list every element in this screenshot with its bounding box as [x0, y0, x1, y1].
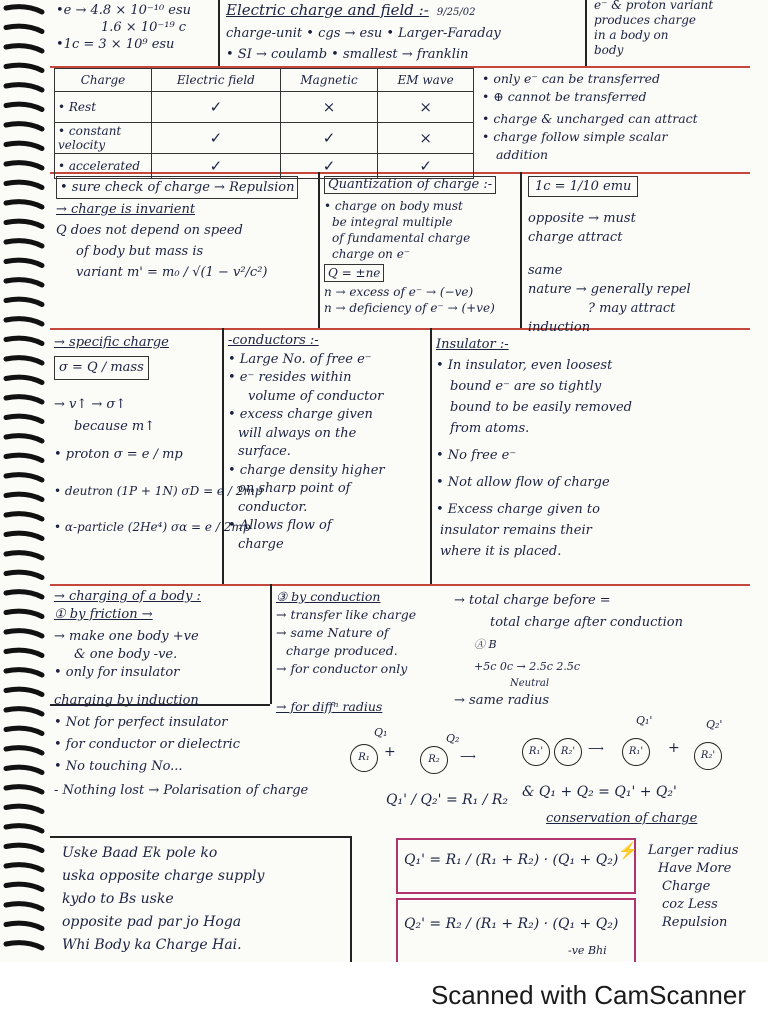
charge-sum: & Q₁ + Q₂ = Q₁' + Q₂'	[522, 784, 677, 800]
spiral-binding	[0, 0, 46, 962]
note-line: • Excess charge given to	[436, 502, 600, 517]
note-line: - Nothing lost → Polarisation of charge	[54, 783, 309, 798]
note-line: nature → generally repel	[528, 282, 691, 297]
insulator-heading: Insulator :-	[436, 337, 509, 352]
binding-ring	[6, 65, 42, 70]
note-line: from atoms.	[450, 421, 530, 436]
note-line: bound e⁻ are so tightly	[450, 379, 602, 394]
label-r2-after: R₂'	[560, 746, 576, 757]
charge-variant-note	[594, 0, 713, 58]
binding-ring	[6, 221, 42, 226]
note-line: volume of conductor	[248, 388, 384, 404]
induction-explanation	[62, 842, 264, 957]
conductor-notes	[228, 332, 385, 554]
note-line: charge produced.	[286, 643, 398, 658]
electron-charge-values	[56, 2, 191, 53]
note-line: opposite → must	[528, 211, 636, 226]
note-line: • In insulator, even loosest	[436, 358, 613, 373]
alpha-formula: • α-particle (2He⁴) σα = e / 2mp	[54, 520, 251, 534]
table-row	[55, 92, 474, 123]
note-line: coz Less	[662, 897, 718, 912]
check-mark: ✓	[152, 92, 281, 123]
binding-ring	[6, 728, 42, 733]
check-mark: ✓	[152, 123, 281, 154]
binding-ring	[6, 826, 42, 831]
binding-ring	[6, 884, 42, 889]
check-mark: ✓	[280, 154, 377, 179]
table-row	[55, 154, 474, 179]
label-r2-final: R₂'	[700, 750, 716, 761]
sphere-r2-after	[554, 738, 582, 766]
binding-ring	[6, 670, 42, 675]
binding-ring	[6, 572, 42, 577]
insulator-notes	[436, 334, 632, 562]
binding-ring	[6, 904, 42, 909]
sphere-r2	[420, 746, 448, 774]
relativistic-mass: variant m' = m₀ / √(1 − v²/c²)	[76, 265, 268, 280]
deutron-formula: • deutron (1P + 1N) σD = e / 2mp	[54, 484, 263, 498]
note-line: • Not for perfect insulator	[54, 715, 228, 730]
vline-sec2-1	[318, 172, 320, 328]
check-mark: ✓	[280, 123, 377, 154]
sphere-r1-after	[522, 738, 550, 766]
binding-ring	[6, 104, 42, 109]
binding-ring	[6, 943, 42, 948]
binding-ring	[6, 260, 42, 265]
conductor-heading: -conductors :-	[228, 333, 319, 348]
binding-ring	[6, 358, 42, 363]
radius-diagram	[350, 714, 750, 834]
label-r1-final: R₁'	[628, 746, 644, 757]
binding-ring	[6, 397, 42, 402]
note-line: opposite pad par jo Hoga	[62, 914, 242, 930]
sphere-r1	[350, 744, 378, 772]
quantization-notes	[324, 176, 496, 316]
vline-sec2-2	[520, 172, 522, 328]
note-line: & one body -ve.	[74, 647, 178, 662]
plus-sign: +	[668, 740, 680, 756]
label-r2: R₂	[428, 754, 440, 765]
note-line: • Large No. of free e⁻	[228, 351, 372, 367]
binding-ring	[6, 787, 42, 792]
sphere-labels: Ⓐ B	[474, 638, 497, 651]
binding-ring	[6, 592, 42, 597]
vline-top-2	[585, 0, 587, 66]
camscanner-watermark: Scanned with CamScanner	[430, 980, 746, 1010]
note-line: • ⊕ cannot be transferred	[482, 89, 647, 104]
binding-ring	[6, 845, 42, 850]
binding-ring	[6, 163, 42, 168]
label-r1-after: R₁'	[528, 746, 544, 757]
transfer-notes	[482, 70, 698, 164]
binding-ring	[6, 26, 42, 31]
note-line: • charge & uncharged can attract	[482, 111, 698, 126]
divider-4	[50, 584, 750, 586]
label-q1: Q₁	[374, 726, 388, 739]
vline-sec4-2	[350, 836, 352, 962]
invariance-notes	[56, 176, 298, 283]
note-line: n → excess of e⁻ → (−ve)	[324, 285, 474, 299]
binding-ring	[6, 182, 42, 187]
note-line: → transfer like charge	[276, 607, 417, 622]
charging-heading: → charging of a body :	[54, 589, 201, 604]
note-line: • e⁻ resides within	[228, 370, 352, 385]
note-line: of body but mass is	[76, 244, 204, 259]
binding-ring	[6, 436, 42, 441]
binding-ring	[6, 650, 42, 655]
note-line: • excess charge given	[228, 407, 373, 422]
label-r1: R₁	[358, 752, 370, 763]
cross-mark: ×	[378, 92, 474, 123]
note-line: total charge after conduction	[490, 615, 683, 630]
chapter-header	[226, 2, 501, 63]
binding-ring	[6, 7, 42, 12]
note-line: same	[528, 263, 563, 278]
row-label: • constant velocity	[55, 123, 152, 154]
sphere-r2-final	[694, 742, 722, 770]
hline-sec4b	[50, 836, 350, 838]
cross-mark: ×	[378, 123, 474, 154]
note-line: → total charge before =	[454, 593, 611, 608]
table-header: Charge	[55, 69, 152, 92]
vline-top-1	[218, 0, 220, 66]
note-line: • No touching No...	[54, 759, 183, 774]
repulsion-check: • sure check of charge → Repulsion	[56, 176, 298, 199]
note-line: • charge follow simple scalar	[482, 129, 668, 144]
note-line: • Allows flow of	[228, 518, 332, 533]
note-line: Uske Baad Ek pole ko	[62, 845, 218, 861]
binding-ring	[6, 748, 42, 753]
binding-ring	[6, 806, 42, 811]
binding-ring	[6, 124, 42, 129]
charging-methods	[54, 588, 308, 800]
proton-formula: • proton σ = e / mp	[54, 447, 183, 462]
binding-ring	[6, 611, 42, 616]
unit-line: charge-unit • cgs → esu • Larger-Faraday	[226, 26, 501, 41]
note-line: • for conductor or dielectric	[54, 737, 240, 752]
vline-sec3-2	[430, 328, 432, 584]
binding-ring	[6, 319, 42, 324]
binding-ring	[6, 533, 42, 538]
note-line: produces charge	[594, 13, 696, 27]
specific-charge-heading: → specific charge	[54, 335, 169, 350]
binding-ring	[6, 553, 42, 558]
note-line: • only for insulator	[54, 665, 180, 680]
note-line: e⁻ & proton variant	[594, 0, 714, 12]
note-line: induction	[528, 320, 591, 335]
binding-ring	[6, 338, 42, 343]
note-line: on sharp point of	[238, 481, 351, 496]
binding-ring	[6, 689, 42, 694]
friction-heading: ① by friction →	[54, 607, 153, 622]
arrow: ⟶	[588, 742, 604, 755]
specific-charge-formula: σ = Q / mass	[54, 356, 149, 380]
value-line: 1.6 × 10⁻¹⁹ c	[101, 20, 187, 35]
note-line: uska opposite charge supply	[62, 868, 265, 884]
table-row	[55, 123, 474, 154]
note-line: insulator remains their	[440, 523, 592, 538]
induction-heading: charging by induction	[54, 693, 199, 708]
note-line: • only e⁻ can be transferred	[482, 71, 661, 86]
note-line: → for conductor only	[276, 661, 408, 676]
binding-ring	[6, 46, 42, 51]
note-line: charge on e⁻	[332, 247, 411, 261]
chapter-title: Electric charge and field :-	[226, 1, 429, 19]
binding-ring	[6, 143, 42, 148]
note-line: of fundamental charge	[332, 231, 471, 245]
note-line: conductor.	[238, 499, 308, 515]
arrow: ⟶	[460, 750, 476, 763]
note-line: • Not allow flow of charge	[436, 475, 610, 490]
invariant-heading: → charge is invarient	[56, 202, 196, 217]
note-line: ? may attract	[588, 301, 676, 316]
note-line: kydo to Bs uske	[62, 891, 174, 907]
binding-ring	[6, 299, 42, 304]
binding-ring	[6, 475, 42, 480]
emu-relation: 1c = 1/10 emu	[528, 176, 638, 197]
note-line: Charge	[662, 879, 711, 894]
binding-ring	[6, 865, 42, 870]
note-line: body	[594, 43, 624, 57]
arrow-mark: ⚡	[618, 841, 638, 860]
note-line: will always on the	[238, 425, 357, 441]
binding-ring	[6, 709, 42, 714]
note-line: because m↑	[74, 419, 156, 434]
note-line: addition	[496, 147, 549, 162]
note-line: → make one body +ve	[54, 629, 199, 644]
note-line: Q does not depend on speed	[56, 223, 243, 238]
value-line: •1c = 3 × 10⁹ esu	[56, 37, 175, 52]
different-radius-heading: → for diffⁿ radius	[276, 699, 383, 714]
quantization-formula: Q = ±ne	[324, 264, 384, 282]
binding-ring	[6, 377, 42, 382]
conduction-notes	[276, 588, 416, 716]
sphere-r1-final	[622, 738, 650, 766]
table-header: Magnetic	[280, 69, 377, 92]
row-label: • accelerated	[55, 154, 152, 179]
note-line: Larger radius	[648, 843, 739, 858]
attraction-notes	[528, 176, 691, 337]
note-line: Have More	[658, 861, 732, 876]
note-line: charge	[238, 536, 284, 552]
larger-radius-note	[648, 842, 738, 932]
binding-ring	[6, 631, 42, 636]
conduction-heading: ③ by conduction	[276, 589, 381, 604]
formula-q1: Q₁' = R₁ / (R₁ + R₂) · (Q₁ + Q₂)	[404, 852, 619, 868]
note-line: in a body on	[594, 28, 669, 42]
note-line: surface.	[238, 444, 291, 459]
note-line: → v↑ → σ↑	[54, 397, 127, 412]
note-line: where it is placed.	[440, 544, 562, 559]
binding-ring	[6, 767, 42, 772]
note-line: → same radius	[454, 693, 550, 708]
note-line: → same Nature of	[276, 625, 389, 640]
charge-radius-ratio: Q₁' / Q₂' = R₁ / R₂	[386, 792, 509, 808]
unit-line: • SI → coulamb • smallest → franklin	[226, 47, 469, 62]
check-mark: ✓	[378, 154, 474, 179]
label-q2: Q₂	[446, 732, 460, 745]
value-line: •e → 4.8 × 10⁻¹⁰ esu	[56, 3, 192, 18]
check-mark: ✓	[152, 154, 281, 179]
sphere-charges: +5c 0c → 2.5c 2.5c	[474, 660, 581, 673]
note-line: be integral multiple	[332, 215, 453, 229]
plus-sign: +	[384, 744, 396, 760]
note-line: charge attract	[528, 230, 623, 245]
date-tag: 9/25/02	[436, 7, 476, 18]
note-line: • charge on body must	[324, 199, 463, 213]
note-line: n → deficiency of e⁻ → (+ve)	[324, 301, 495, 315]
label-q1-after: Q₁'	[636, 714, 653, 727]
neutral-label: Neutral	[510, 678, 550, 689]
binding-ring	[6, 241, 42, 246]
binding-ring	[6, 280, 42, 285]
note-line: • charge density higher	[228, 462, 385, 478]
binding-ring	[6, 416, 42, 421]
binding-ring	[6, 514, 42, 519]
note-line: Whi Body ka Charge Hai.	[62, 937, 242, 953]
quantization-heading: Quantization of charge :-	[324, 176, 496, 194]
formula-q2: Q₂' = R₂ / (R₁ + R₂) · (Q₁ + Q₂)	[404, 916, 619, 932]
binding-ring	[6, 494, 42, 499]
conservation-label: conservation of charge	[546, 811, 698, 826]
charge-conservation-notes	[454, 590, 683, 712]
binding-ring	[6, 923, 42, 928]
note-line: • No free e⁻	[436, 448, 517, 463]
note-line: bound to be easily removed	[450, 400, 633, 415]
label-q2-after: Q₂'	[706, 718, 723, 731]
table-header: EM wave	[378, 69, 474, 92]
negative-note: -ve Bhi	[568, 944, 607, 957]
cross-mark: ×	[280, 92, 377, 123]
charge-field-table	[54, 68, 474, 179]
binding-ring	[6, 85, 42, 90]
binding-ring	[6, 202, 42, 207]
table-header: Electric field	[152, 69, 281, 92]
note-line: Repulsion	[662, 915, 728, 930]
binding-ring	[6, 455, 42, 460]
row-label: • Rest	[55, 92, 152, 123]
scanner-footer	[0, 962, 768, 1024]
